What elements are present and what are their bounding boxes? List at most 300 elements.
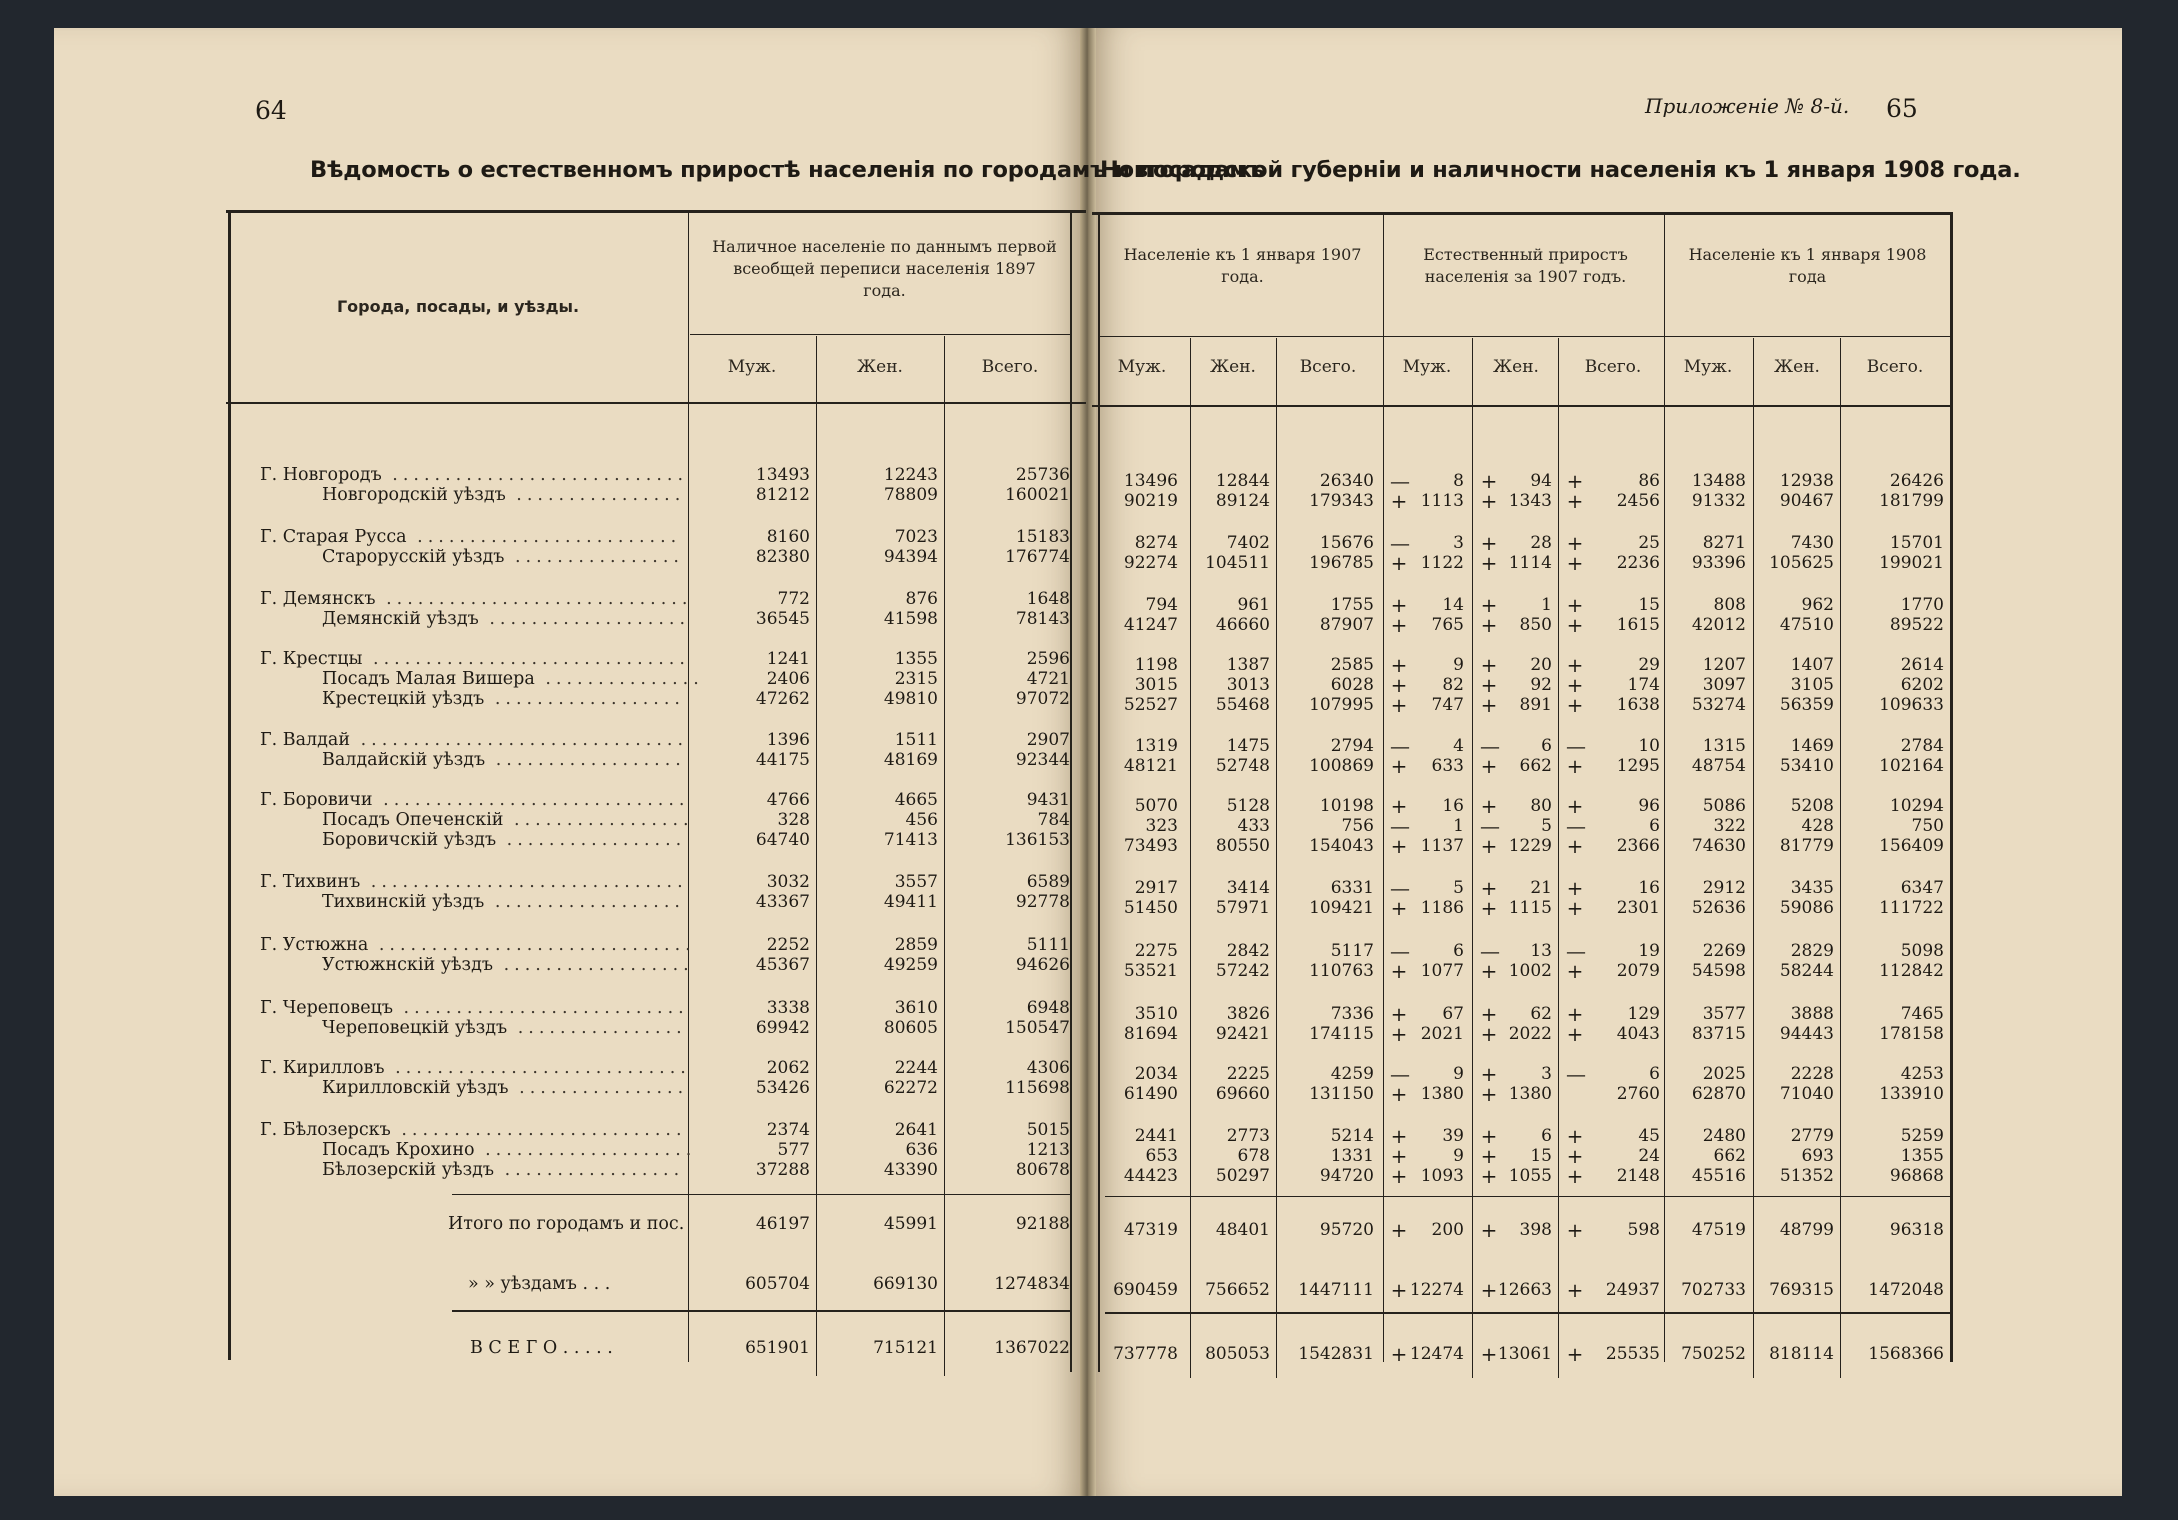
- cell-value: 6: [1649, 816, 1660, 836]
- cell-value: 10294: [1889, 796, 1944, 816]
- cell-value: 15676: [1319, 533, 1374, 553]
- cell-value: 43367: [755, 892, 810, 912]
- cell-value: 48401: [1215, 1220, 1270, 1240]
- cell-value: 2480: [1702, 1126, 1746, 1146]
- cell-value: 605704: [745, 1274, 810, 1294]
- leader-dots: ..............................: [368, 935, 696, 955]
- cell-value: 1568366: [1868, 1344, 1944, 1364]
- cell-value: 13: [1530, 941, 1552, 961]
- cell-value: 87907: [1319, 615, 1374, 635]
- sign-marker: +: [1566, 531, 1584, 555]
- cell-value: 176774: [1005, 547, 1070, 567]
- cell-value: 2779: [1790, 1126, 1834, 1146]
- sign-marker: +: [1390, 1342, 1408, 1366]
- sign-marker: +: [1566, 1218, 1584, 1242]
- cell-value: 1186: [1420, 898, 1464, 918]
- cell-value: 1367022: [994, 1338, 1070, 1358]
- sign-marker: +: [1480, 1278, 1498, 1302]
- cell-value: 2829: [1790, 941, 1834, 961]
- cell-value: 2374: [766, 1120, 810, 1140]
- column-rule: [1664, 212, 1665, 1362]
- cell-value: 7465: [1900, 1004, 1944, 1024]
- cell-value: 52636: [1691, 898, 1746, 918]
- sign-marker: +: [1566, 794, 1584, 818]
- cell-value: 2917: [1134, 878, 1178, 898]
- cell-value: 2034: [1134, 1064, 1178, 1084]
- cell-value: 57971: [1215, 898, 1270, 918]
- cell-value: 7023: [894, 527, 938, 547]
- sign-marker: +: [1566, 834, 1584, 858]
- cell-value: 1407: [1790, 655, 1834, 675]
- cell-value: 2315: [894, 669, 938, 689]
- leader-dots: ............................: [384, 1058, 691, 1078]
- cell-value: 662: [1713, 1146, 1746, 1166]
- row-name: Г. Боровичи .............................: [260, 790, 690, 810]
- sign-marker: +: [1480, 613, 1498, 637]
- cell-value: 51352: [1779, 1166, 1834, 1186]
- cell-value: 5128: [1226, 796, 1270, 816]
- cell-value: 13061: [1497, 1344, 1552, 1364]
- cell-value: 12663: [1497, 1280, 1552, 1300]
- header-female-col-4: Жен.: [1210, 357, 1256, 377]
- leader-dots: .................: [503, 810, 694, 830]
- cell-value: 1770: [1900, 595, 1944, 615]
- cell-value: 2585: [1330, 655, 1374, 675]
- cell-value: 73493: [1123, 836, 1178, 856]
- cell-value: 51450: [1123, 898, 1178, 918]
- cell-value: 3557: [894, 872, 938, 892]
- cell-value: 2275: [1134, 941, 1178, 961]
- sign-marker: —: [1390, 876, 1410, 900]
- cell-value: 42012: [1691, 615, 1746, 635]
- cell-value: 2784: [1900, 736, 1944, 756]
- sign-marker: +: [1480, 896, 1498, 920]
- row-name: Г. Тихвинъ ..............................: [260, 872, 688, 892]
- cell-value: 2022: [1508, 1024, 1552, 1044]
- cell-value: 3888: [1790, 1004, 1834, 1024]
- leader-dots: ...........................: [392, 998, 689, 1018]
- cell-value: 62272: [883, 1078, 938, 1098]
- sign-marker: +: [1390, 673, 1408, 697]
- cell-value: 1295: [1616, 756, 1660, 776]
- cell-value: 133910: [1879, 1084, 1944, 1104]
- cell-value: 1274834: [994, 1274, 1070, 1294]
- cell-value: 428: [1801, 816, 1834, 836]
- cell-value: 1396: [766, 730, 810, 750]
- cell-value: 1343: [1508, 491, 1552, 511]
- cell-value: 2269: [1702, 941, 1746, 961]
- leader-dots: ................: [505, 485, 686, 505]
- sign-marker: —: [1566, 1062, 1586, 1086]
- cell-value: 2614: [1900, 655, 1944, 675]
- cell-value: 2773: [1226, 1126, 1270, 1146]
- cell-value: 1387: [1226, 655, 1270, 675]
- cell-value: 961: [1237, 595, 1270, 615]
- cell-value: 1241: [766, 649, 810, 669]
- cell-value: 433: [1237, 816, 1270, 836]
- sign-marker: —: [1480, 814, 1500, 838]
- cell-value: 5070: [1134, 796, 1178, 816]
- cell-value: 1475: [1226, 736, 1270, 756]
- row-name: Тихвинскій уѣздъ ..................: [322, 892, 685, 912]
- cell-value: 89522: [1889, 615, 1944, 635]
- cell-value: 1002: [1508, 961, 1552, 981]
- sign-marker: +: [1480, 1124, 1498, 1148]
- column-rule: [688, 212, 689, 1362]
- cell-value: 6: [1541, 1126, 1552, 1146]
- cell-value: 678: [1237, 1146, 1270, 1166]
- sign-marker: +: [1480, 1002, 1498, 1026]
- cell-value: 92344: [1015, 750, 1070, 770]
- sign-marker: +: [1390, 896, 1408, 920]
- cell-value: 3435: [1790, 878, 1834, 898]
- cell-value: 47519: [1691, 1220, 1746, 1240]
- cell-value: 2842: [1226, 941, 1270, 961]
- cell-value: 5117: [1330, 941, 1374, 961]
- cell-value: 1542831: [1298, 1344, 1374, 1364]
- cell-value: 7430: [1790, 533, 1834, 553]
- cell-value: 86: [1638, 471, 1660, 491]
- cell-value: 5: [1453, 878, 1464, 898]
- sign-marker: +: [1480, 673, 1498, 697]
- cell-value: 750: [1911, 816, 1944, 836]
- cell-value: 805053: [1205, 1344, 1270, 1364]
- cell-value: 78809: [883, 485, 938, 505]
- cell-value: 3: [1453, 533, 1464, 553]
- cell-value: 1229: [1508, 836, 1552, 856]
- cell-value: 102164: [1879, 756, 1944, 776]
- cell-value: 876: [905, 589, 938, 609]
- cell-value: 715121: [873, 1338, 938, 1358]
- leader-dots: ...............................: [350, 730, 689, 750]
- cell-value: 50297: [1215, 1166, 1270, 1186]
- cell-value: 2441: [1134, 1126, 1178, 1146]
- cell-value: 48754: [1691, 756, 1746, 776]
- sign-marker: +: [1480, 959, 1498, 983]
- cell-value: 5259: [1900, 1126, 1944, 1146]
- cell-value: 57242: [1215, 961, 1270, 981]
- leader-dots: ...............: [534, 669, 704, 689]
- cell-value: 178158: [1879, 1024, 1944, 1044]
- cell-value: 47510: [1779, 615, 1834, 635]
- cell-value: 94394: [883, 547, 938, 567]
- sign-marker: +: [1390, 551, 1408, 575]
- rule-line: [1100, 336, 1950, 337]
- total-row-label: Итого по городамъ и пос.: [448, 1214, 685, 1234]
- cell-value: 15: [1530, 1146, 1552, 1166]
- leader-dots: .............................: [372, 790, 690, 810]
- cell-value: 4721: [1026, 669, 1070, 689]
- leader-dots: ...........................: [390, 1120, 687, 1140]
- appendix-label: Приложеніе № 8-й.: [1645, 94, 1850, 118]
- sign-marker: +: [1390, 613, 1408, 637]
- cell-value: 109421: [1309, 898, 1374, 918]
- cell-value: 323: [1145, 816, 1178, 836]
- cell-value: 61490: [1123, 1084, 1178, 1104]
- cell-value: 12274: [1409, 1280, 1464, 1300]
- cell-value: 107995: [1309, 695, 1374, 715]
- sign-marker: +: [1390, 959, 1408, 983]
- cell-value: 94443: [1779, 1024, 1834, 1044]
- cell-value: 109633: [1879, 695, 1944, 715]
- cell-value: 4: [1453, 736, 1464, 756]
- cell-value: 2366: [1616, 836, 1660, 856]
- cell-value: 26426: [1889, 471, 1944, 491]
- header-pop-1908: Населеніе къ 1 января 1908 года: [1688, 245, 1927, 286]
- cell-value: 2225: [1226, 1064, 1270, 1084]
- cell-value: 45367: [755, 955, 810, 975]
- cell-value: 633: [1431, 756, 1464, 776]
- cell-value: 784: [1037, 810, 1070, 830]
- totals-rule: [1105, 1196, 1950, 1197]
- sign-marker: +: [1390, 794, 1408, 818]
- cell-value: 456: [905, 810, 938, 830]
- cell-value: 44423: [1123, 1166, 1178, 1186]
- cell-value: 2912: [1702, 878, 1746, 898]
- cell-value: 92274: [1123, 553, 1178, 573]
- row-name: Череповецкій уѣздъ ................: [322, 1018, 687, 1038]
- header-bottom-rule: [226, 402, 1086, 404]
- cell-value: 53426: [755, 1078, 810, 1098]
- cell-value: 69942: [755, 1018, 810, 1038]
- cell-value: 100869: [1309, 756, 1374, 776]
- cell-value: 6: [1649, 1064, 1660, 1084]
- sign-marker: +: [1480, 469, 1498, 493]
- rule-line: [690, 334, 1072, 335]
- cell-value: 20: [1530, 655, 1552, 675]
- cell-value: 8160: [766, 527, 810, 547]
- leader-dots: ..............................: [360, 872, 688, 892]
- cell-value: 1137: [1420, 836, 1464, 856]
- sign-marker: +: [1390, 1082, 1408, 1106]
- cell-value: 6331: [1330, 878, 1374, 898]
- row-name: Демянскій уѣздъ ...................: [322, 609, 691, 629]
- cell-value: 96: [1638, 796, 1660, 816]
- cell-value: 6: [1541, 736, 1552, 756]
- cell-value: 6: [1453, 941, 1464, 961]
- cell-value: 49411: [883, 892, 938, 912]
- cell-value: 5111: [1026, 935, 1070, 955]
- header-male-col-9: Муж.: [1683, 357, 1733, 377]
- cell-value: 19: [1638, 941, 1660, 961]
- cell-value: 174115: [1309, 1024, 1374, 1044]
- cell-value: 94720: [1319, 1166, 1374, 1186]
- cell-value: 13493: [755, 465, 810, 485]
- title-right: Новгородской губерніи и наличности населенія къ 1 января 1908 года.: [1100, 157, 2021, 183]
- cell-value: 9: [1453, 1146, 1464, 1166]
- cell-value: 48121: [1123, 756, 1178, 776]
- cell-value: 653: [1145, 1146, 1178, 1166]
- cell-value: 91332: [1691, 491, 1746, 511]
- sign-marker: +: [1390, 1278, 1408, 1302]
- cell-value: 92421: [1215, 1024, 1270, 1044]
- cell-value: 179343: [1309, 491, 1374, 511]
- sign-marker: —: [1566, 814, 1586, 838]
- cell-value: 24937: [1605, 1280, 1660, 1300]
- right-page-number: 65: [1886, 94, 1918, 123]
- cell-value: 46197: [755, 1214, 810, 1234]
- cell-value: 8: [1453, 471, 1464, 491]
- cell-value: 94: [1530, 471, 1552, 491]
- cell-value: 3: [1541, 1064, 1552, 1084]
- cell-value: 4043: [1616, 1024, 1660, 1044]
- cell-value: 78143: [1015, 609, 1070, 629]
- total-row-label: В С Е Г О . . . . .: [470, 1338, 613, 1358]
- sign-marker: +: [1390, 1124, 1408, 1148]
- sign-marker: +: [1390, 1022, 1408, 1046]
- leader-dots: ...................: [478, 609, 691, 629]
- cell-value: 37288: [755, 1160, 810, 1180]
- sign-marker: —: [1480, 734, 1500, 758]
- cell-value: 29: [1638, 655, 1660, 675]
- cell-value: 104511: [1205, 553, 1270, 573]
- cell-value: 2025: [1702, 1064, 1746, 1084]
- cell-value: 25: [1638, 533, 1660, 553]
- header-total-col-8: Всего.: [1584, 357, 1642, 377]
- cell-value: 1055: [1508, 1166, 1552, 1186]
- cell-value: 97072: [1015, 689, 1070, 709]
- cell-value: 1207: [1702, 655, 1746, 675]
- cell-value: 136153: [1005, 830, 1070, 850]
- cell-value: 83715: [1691, 1024, 1746, 1044]
- row-name: Г. Новгородъ ............................: [260, 465, 689, 485]
- cell-value: 110763: [1309, 961, 1374, 981]
- cell-value: 5214: [1330, 1126, 1374, 1146]
- cell-value: 651901: [745, 1338, 810, 1358]
- sign-marker: —: [1390, 939, 1410, 963]
- row-name: Посадъ Крохино ....................: [322, 1140, 697, 1160]
- cell-value: 129: [1627, 1004, 1660, 1024]
- sign-marker: +: [1480, 653, 1498, 677]
- cell-value: 10: [1638, 736, 1660, 756]
- cell-value: 1355: [894, 649, 938, 669]
- cell-value: 49259: [883, 955, 938, 975]
- sign-marker: +: [1480, 794, 1498, 818]
- cell-value: 6347: [1900, 878, 1944, 898]
- cell-value: 74630: [1691, 836, 1746, 856]
- sign-marker: +: [1566, 673, 1584, 697]
- cell-value: 16: [1442, 796, 1464, 816]
- sign-marker: +: [1480, 1144, 1498, 1168]
- cell-value: 7336: [1330, 1004, 1374, 1024]
- cell-value: 9: [1453, 1064, 1464, 1084]
- cell-value: 747: [1431, 695, 1464, 715]
- cell-value: 962: [1801, 595, 1834, 615]
- cell-value: 818114: [1769, 1344, 1834, 1364]
- cell-value: 82380: [755, 547, 810, 567]
- cell-value: 808: [1713, 595, 1746, 615]
- cell-value: 1114: [1508, 553, 1552, 573]
- leader-dots: ..................: [484, 892, 685, 912]
- cell-value: 1638: [1616, 695, 1660, 715]
- cell-value: 81212: [755, 485, 810, 505]
- sign-marker: +: [1566, 1022, 1584, 1046]
- cell-value: 750252: [1681, 1344, 1746, 1364]
- cell-value: 5086: [1702, 796, 1746, 816]
- header-male-col-6: Муж.: [1402, 357, 1452, 377]
- sign-marker: +: [1480, 876, 1498, 900]
- cell-value: 1115: [1508, 898, 1552, 918]
- cell-value: 156409: [1879, 836, 1944, 856]
- cell-value: 322: [1713, 816, 1746, 836]
- leader-dots: ................: [504, 547, 684, 567]
- cell-value: 160021: [1005, 485, 1070, 505]
- cell-value: 12474: [1409, 1344, 1464, 1364]
- header-female-col-10: Жен.: [1774, 357, 1820, 377]
- sign-marker: +: [1566, 613, 1584, 637]
- title-left: Вѣдомость о естественномъ приростѣ населенія по городамъ и посадамъ: [310, 157, 1265, 183]
- header-female-col-7: Жен.: [1493, 357, 1539, 377]
- cell-value: 669130: [873, 1274, 938, 1294]
- cell-value: 200: [1431, 1220, 1464, 1240]
- leader-dots: ................: [508, 1078, 689, 1098]
- cell-value: 1355: [1900, 1146, 1944, 1166]
- cell-value: 850: [1519, 615, 1552, 635]
- cell-value: 1380: [1508, 1084, 1552, 1104]
- cell-value: 12243: [883, 465, 938, 485]
- cell-value: 702733: [1681, 1280, 1746, 1300]
- sign-marker: +: [1566, 551, 1584, 575]
- cell-value: 62: [1530, 1004, 1552, 1024]
- cell-value: 154043: [1309, 836, 1374, 856]
- cell-value: 1615: [1616, 615, 1660, 635]
- cell-value: 93396: [1691, 553, 1746, 573]
- cell-value: 4665: [894, 790, 938, 810]
- cell-value: 3032: [766, 872, 810, 892]
- cell-value: 150547: [1005, 1018, 1070, 1038]
- cell-value: 1: [1453, 816, 1464, 836]
- header-total-col-11: Всего.: [1866, 357, 1924, 377]
- cell-value: 80678: [1015, 1160, 1070, 1180]
- sign-marker: —: [1566, 734, 1586, 758]
- cell-value: 9431: [1026, 790, 1070, 810]
- table-top-rule: [1092, 212, 1950, 215]
- row-name: Боровичскій уѣздъ .................: [322, 830, 687, 850]
- cell-value: 111722: [1879, 898, 1944, 918]
- leader-dots: .........................: [406, 527, 682, 547]
- cell-value: 2301: [1616, 898, 1660, 918]
- header-male-col-0: Муж.: [727, 357, 777, 377]
- row-name: Посадъ Малая Вишера ...............: [322, 669, 704, 689]
- cell-value: 2794: [1330, 736, 1374, 756]
- sign-marker: +: [1390, 489, 1408, 513]
- cell-value: 4259: [1330, 1064, 1374, 1084]
- header-census-1897: Наличное населеніе по даннымъ первой всеобщей переписи населенія 1897 года.: [712, 237, 1057, 300]
- header-male-col-3: Муж.: [1117, 357, 1167, 377]
- cell-value: 1077: [1420, 961, 1464, 981]
- sign-marker: —: [1390, 1062, 1410, 1086]
- sign-marker: +: [1566, 1124, 1584, 1148]
- cell-value: 52527: [1123, 695, 1178, 715]
- sign-marker: +: [1480, 593, 1498, 617]
- cell-value: 26340: [1319, 471, 1374, 491]
- cell-value: 2079: [1616, 961, 1660, 981]
- cell-value: 92778: [1015, 892, 1070, 912]
- header-growth-1907: Естественный приростъ населенія за 1907 годъ.: [1423, 245, 1628, 286]
- sign-marker: —: [1390, 469, 1410, 493]
- row-name: Г. Устюжна ..............................: [260, 935, 696, 955]
- sign-marker: +: [1566, 1144, 1584, 1168]
- sign-marker: +: [1566, 1164, 1584, 1188]
- cell-value: 2760: [1616, 1084, 1660, 1104]
- cell-value: 48169: [883, 750, 938, 770]
- cell-value: 69660: [1215, 1084, 1270, 1104]
- cell-value: 59086: [1779, 898, 1834, 918]
- cell-value: 2148: [1616, 1166, 1660, 1186]
- cell-value: 80: [1530, 796, 1552, 816]
- cell-value: 891: [1519, 695, 1552, 715]
- sign-marker: —: [1390, 814, 1410, 838]
